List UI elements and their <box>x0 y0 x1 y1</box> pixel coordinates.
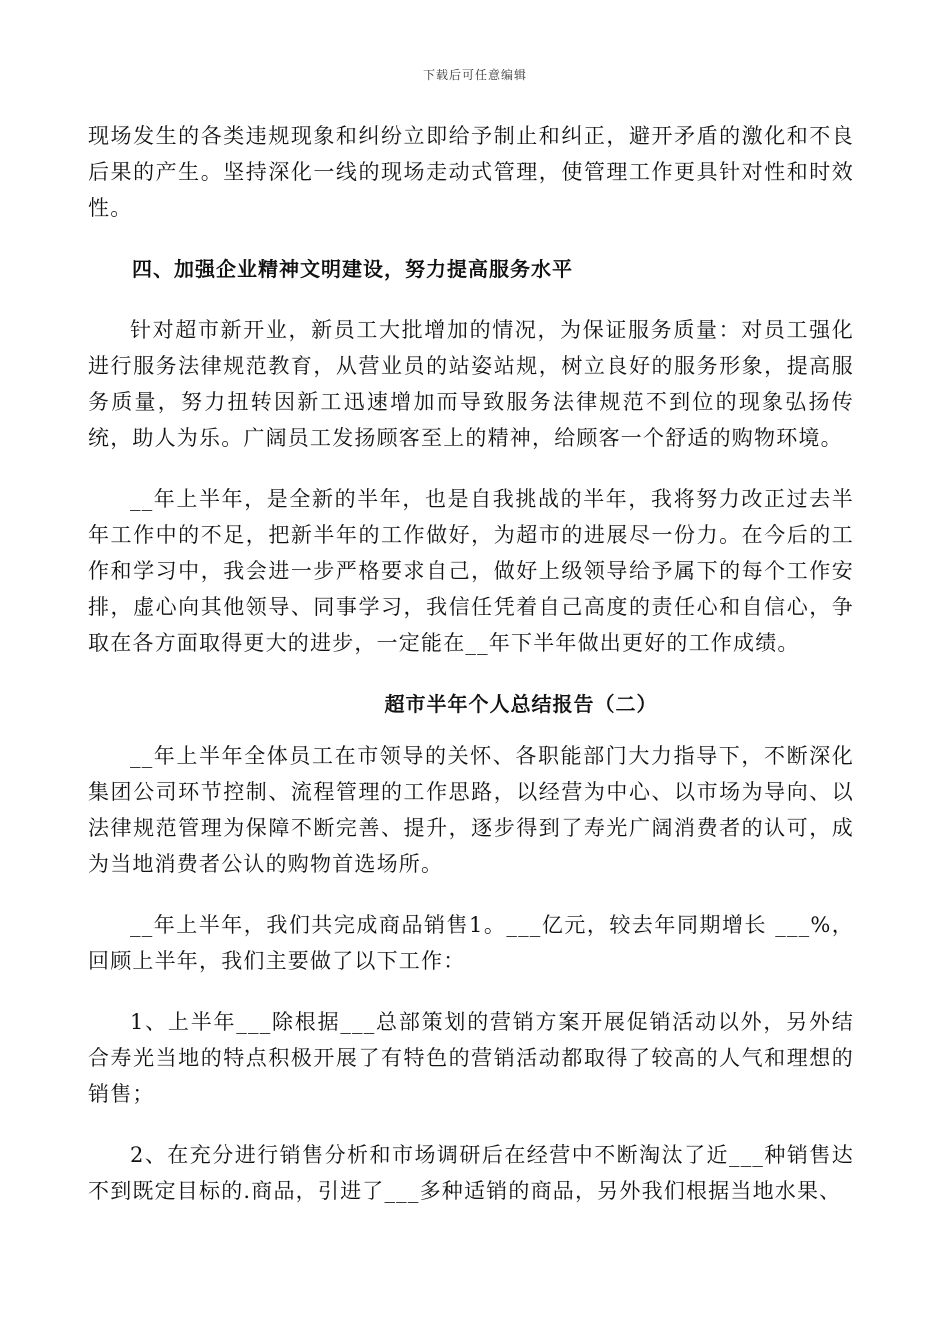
paragraph-half-year-plan: __年上半年，是全新的半年，也是自我挑战的半年，我将努力改正过去半年工作中的不足，把新半年的工作做好，为超市的进展尽一份力。在今后的工作和学习中，我会进一步严格要求自己，做好上级领导给予属下的每个工作安排，虚心向其他领导、同事学习，我信任凭着自己高度的责任心和自信心，争取在各方面取得更大的进步，一定能在__年下半年做出更好的工作成绩。 <box>88 487 854 655</box>
paragraph-service-quality: 针对超市新开业，新员工大批增加的情况，为保证服务质量：对员工强化进行服务法律规范教育，从营业员的站姿站规，树立良好的服务形象，提高服务质量，努力扭转因新工迅速增加而导致服务法律规范不到位的现象弘扬传统，助人为乐。广阔员工发扬顾客至上的精神，给顾客一个舒适的购物环境。 <box>88 318 854 450</box>
paragraph-sales: __年上半年，我们共完成商品销售1。___亿元，较去年同期增长 ___%，回顾上半年，我们主要做了以下工作： <box>88 913 854 973</box>
report-title-2: 超市半年个人总结报告（二） <box>384 692 658 716</box>
paragraph-intro: __年上半年全体员工在市领导的关怀、各职能部门大力指导下，不断深化集团公司环节控制、流程管理的工作思路，以经营为中心、以市场为导向、以法律规范管理为保障不断完善、提升，逐步得到了寿光广阔消费者的认可，成为当地消费者公认的购物首选场所。 <box>88 744 854 876</box>
document-body <box>88 118 854 1234</box>
section-heading-4: 四、加强企业精神文明建设，努力提高服务水平 <box>132 257 573 281</box>
paragraph-item-2: 2、在充分进行销售分析和市场调研后在经营中不断淘汰了近___种销售达不到既定目标的.商品，引进了___多种适销的商品，另外我们根据当地水果、 <box>88 1143 854 1203</box>
page-header: 下载后可任意编辑 <box>422 68 527 82</box>
paragraph-continuation: 现场发生的各类违规现象和纠纷立即给予制止和纠正，避开矛盾的激化和不良后果的产生。坚持深化一线的现场走动式管理，使管理工作更具针对性和时效性。 <box>88 124 854 220</box>
paragraph-item-1: 1、上半年___除根据___总部策划的营销方案开展促销活动以外，另外结合寿光当地的特点积极开展了有特色的营销活动都取得了较高的人气和理想的销售； <box>88 1010 854 1106</box>
